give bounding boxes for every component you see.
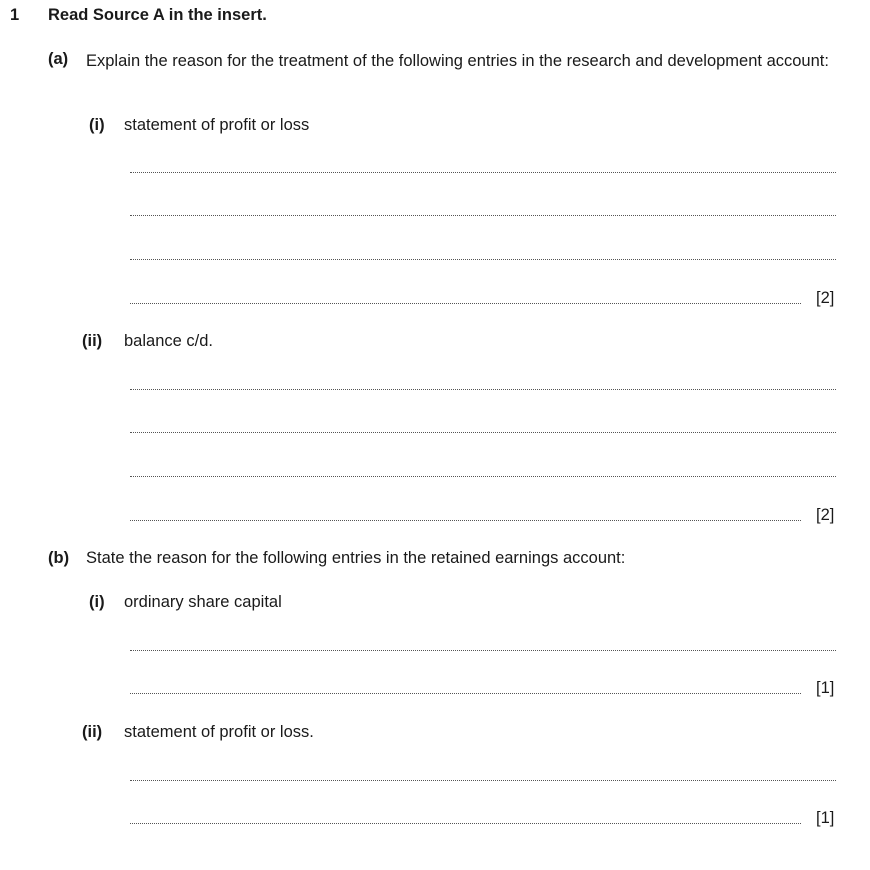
answer-line[interactable] bbox=[130, 650, 836, 651]
marks-b-ii: [1] bbox=[816, 809, 835, 827]
part-b-i-text: ordinary share capital bbox=[124, 593, 282, 611]
marks-a-i: [2] bbox=[816, 289, 835, 307]
part-b-prompt: State the reason for the following entries in the retained earnings account: bbox=[86, 549, 626, 567]
answer-line[interactable] bbox=[130, 215, 836, 216]
part-a-label: (a) bbox=[48, 50, 69, 68]
answer-line[interactable] bbox=[130, 259, 836, 260]
answer-line[interactable] bbox=[130, 780, 836, 781]
question-instruction: Read Source A in the insert. bbox=[48, 6, 267, 24]
answer-line[interactable] bbox=[130, 432, 836, 433]
part-a-i-label: (i) bbox=[89, 116, 105, 134]
answer-line[interactable] bbox=[130, 823, 801, 824]
answer-line[interactable] bbox=[130, 172, 836, 173]
answer-line[interactable] bbox=[130, 303, 801, 304]
part-b-i-label: (i) bbox=[89, 593, 105, 611]
part-b-ii-label: (ii) bbox=[82, 723, 103, 741]
question-number: 1 bbox=[10, 6, 20, 24]
answer-line[interactable] bbox=[130, 476, 836, 477]
part-a-i-text: statement of profit or loss bbox=[124, 116, 310, 134]
answer-line[interactable] bbox=[130, 693, 801, 694]
answer-line[interactable] bbox=[130, 389, 836, 390]
marks-a-ii: [2] bbox=[816, 506, 835, 524]
answer-line[interactable] bbox=[130, 520, 801, 521]
marks-b-i: [1] bbox=[816, 679, 835, 697]
part-a-prompt: Explain the reason for the treatment of the following entries in the research and development account: bbox=[86, 52, 829, 70]
part-b-label: (b) bbox=[48, 549, 70, 567]
part-a-ii-label: (ii) bbox=[82, 332, 103, 350]
part-a-ii-text: balance c/d. bbox=[124, 332, 213, 350]
part-b-ii-text: statement of profit or loss. bbox=[124, 723, 314, 741]
